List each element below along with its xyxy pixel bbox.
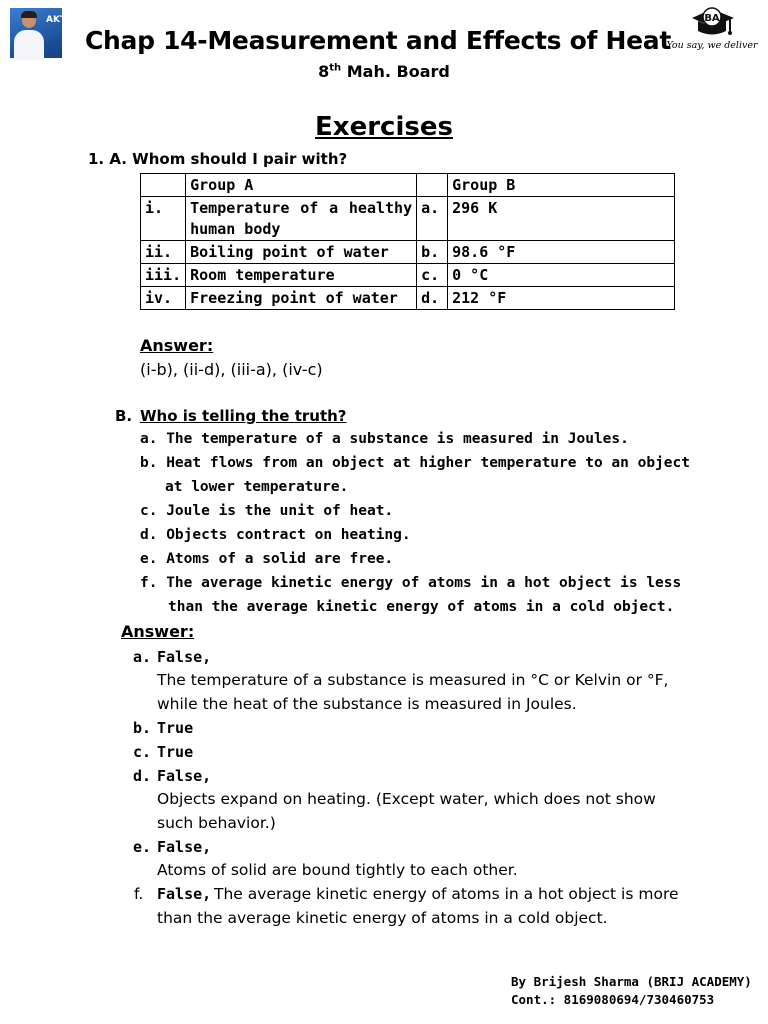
table-cell: Room temperature (186, 264, 417, 287)
answer-e-letter: e. (133, 838, 152, 856)
table-cell: 98.6 °F (448, 241, 675, 264)
answer-b-letter: b. (133, 719, 152, 737)
table-row (141, 197, 675, 241)
table-cell: b. (417, 241, 448, 264)
table-cell (417, 174, 448, 197)
question-b-title: Who is telling the truth? (140, 407, 347, 425)
graduation-cap-icon (664, 4, 760, 44)
logo-left-text: AKT (46, 15, 67, 25)
answer-d-verdict: False, (157, 767, 212, 785)
answer-d-explanation: Objects expand on heating. (Except water, which does not show (157, 790, 656, 808)
match-table (140, 173, 675, 310)
answer-a-verdict: False, (157, 648, 212, 666)
question-1a-label: 1. A. Whom should I pair with? (88, 150, 348, 168)
brij-academy-logo (664, 4, 760, 62)
table-cell: Boiling point of water (186, 241, 417, 264)
statement-c: c. Joule is the unit of heat. (140, 503, 394, 519)
statement-b: b. Heat flows from an object at higher temperature to an object (140, 455, 690, 471)
footer-contact: Cont.: 8169080694/730460753 (511, 992, 715, 1007)
answer-f-letter: f. (134, 885, 144, 903)
table-cell: 0 °C (448, 264, 675, 287)
answer-a-explanation-cont: while the heat of the substance is measured in Joules. (157, 695, 577, 713)
table-cell: c. (417, 264, 448, 287)
table-cell: 296 K (448, 197, 675, 241)
grade-number: 8 (318, 62, 330, 81)
exercises-heading: Exercises (315, 112, 453, 142)
table-row (141, 241, 675, 264)
table-cell: Freezing point of water (186, 287, 417, 310)
answer-b-verdict: True (157, 719, 194, 737)
table-cell: iv. (141, 287, 186, 310)
answer-c-letter: c. (133, 743, 152, 761)
question-b-letter: B. (115, 407, 133, 425)
table-cell: a. (417, 197, 448, 241)
board-name: Mah. Board (341, 62, 450, 81)
answer-d-explanation-cont: such behavior.) (157, 814, 276, 832)
table-cell (141, 174, 186, 197)
academy-logo-left (10, 8, 67, 58)
table-row (141, 264, 675, 287)
answer-e-explanation: Atoms of solid are bound tightly to each other. (157, 861, 518, 879)
table-row (141, 287, 675, 310)
logo-tagline: You say, we deliver (666, 40, 758, 51)
answer-d-letter: d. (133, 767, 152, 785)
table-header-row (141, 174, 675, 197)
answer-a-letter: a. (133, 648, 152, 666)
table-header-group-b: Group B (448, 174, 675, 197)
person-body-shape (14, 30, 44, 60)
answer-c-verdict: True (157, 743, 194, 761)
table-cell: i. (141, 197, 186, 241)
statement-f: f. The average kinetic energy of atoms in a hot object is less (140, 575, 682, 591)
footer-author: By Brijesh Sharma (BRIJ ACADEMY) (511, 974, 752, 989)
person-hair-shape (21, 11, 37, 18)
chapter-title: Chap 14-Measurement and Effects of Heat (84, 26, 672, 55)
statement-d: d. Objects contract on heating. (140, 527, 411, 543)
answer-a-explanation: The temperature of a substance is measured in °C or Kelvin or °F, (157, 671, 669, 689)
table-cell: iii. (141, 264, 186, 287)
answer-f-explanation: The average kinetic energy of atoms in a hot object is more (214, 885, 679, 903)
board-subtitle (290, 62, 478, 81)
table-cell: d. (417, 287, 448, 310)
statement-b-continuation: at lower temperature. (165, 479, 349, 495)
answer-e-verdict: False, (157, 838, 212, 856)
table-header-group-a: Group A (186, 174, 417, 197)
answer-f-verdict: False, (157, 885, 212, 903)
answer-1a-label: Answer: (140, 336, 214, 355)
statement-f-continuation: than the average kinetic energy of atoms in a cold object. (168, 599, 675, 615)
grade-suffix: th (329, 62, 342, 74)
statement-a: a. The temperature of a substance is measured in Joules. (140, 431, 629, 447)
logo-right-text: BA (704, 13, 720, 24)
statement-e: e. Atoms of a solid are free. (140, 551, 394, 567)
table-cell: Temperature of a healthy human body (186, 197, 417, 241)
answer-f-explanation-cont: than the average kinetic energy of atoms in a cold object. (157, 909, 608, 927)
table-cell: 212 °F (448, 287, 675, 310)
answer-1a-text: (i-b), (ii-d), (iii-a), (iv-c) (140, 360, 323, 379)
answer-b-label: Answer: (121, 622, 195, 641)
table-cell: ii. (141, 241, 186, 264)
